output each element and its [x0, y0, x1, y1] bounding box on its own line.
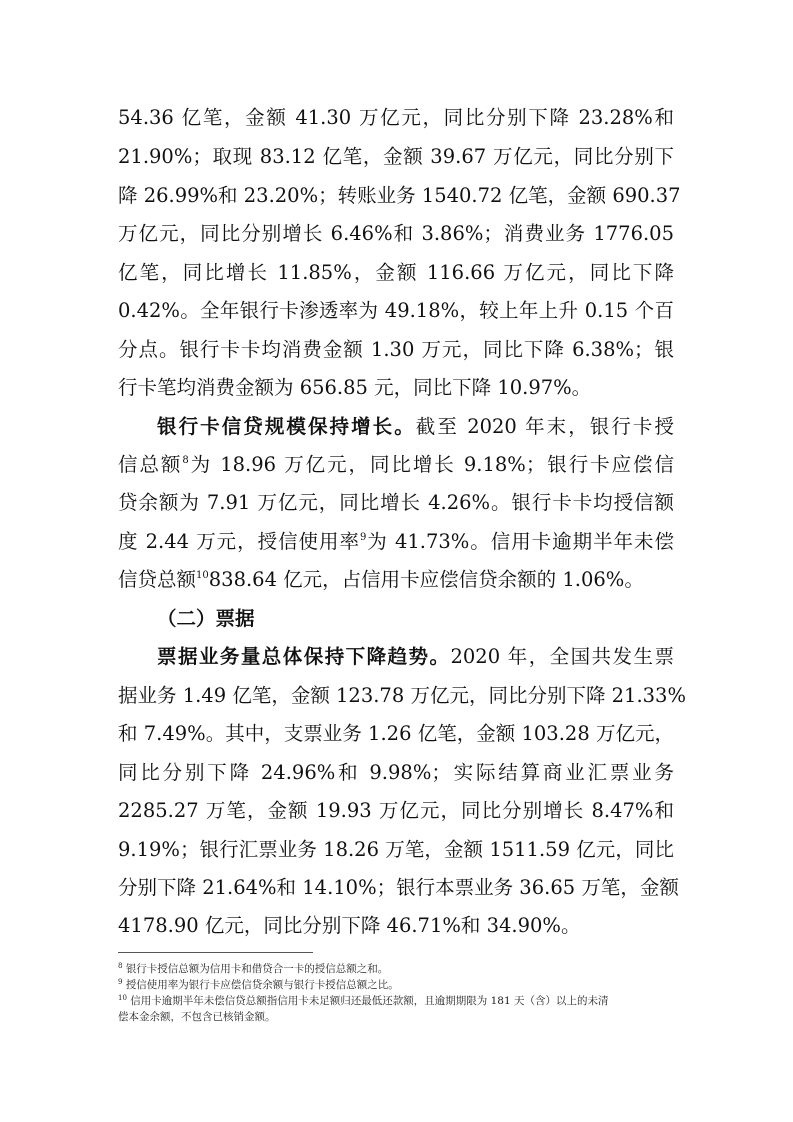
- text-line: 9.19%；银行汇票业务 18.26 万笔，金额 1511.59 亿元，同比: [118, 838, 674, 861]
- text-line: 据业务 1.49 亿笔，金额 123.78 万亿元，同比分别下降 21.33%: [118, 684, 686, 707]
- footnote-ref: 10: [196, 570, 209, 581]
- text-line: 2285.27 万笔，金额 19.93 万亿元，同比分别增长 8.47%和: [118, 799, 674, 822]
- footnote-separator: [118, 952, 313, 953]
- text-run: 838.64 亿元，占信用卡应偿信贷余额的 1.06%。: [208, 568, 644, 591]
- paragraph-lead: 银行卡信贷规模保持增长。: [157, 415, 416, 438]
- text-run: 截至 2020 年末，银行卡授: [415, 415, 674, 438]
- paragraph-lead-line: [157, 645, 674, 669]
- text-line: 行卡笔均消费金额为 656.85 元，同比下降 10.97%。: [118, 376, 592, 399]
- footnote: [118, 978, 678, 992]
- text-line: 贷余额为 7.91 万亿元，同比增长 4.26%。银行卡卡均授信额: [118, 491, 674, 514]
- paragraph-lead-line: [157, 415, 674, 439]
- text-line: 4178.90 亿元，同比分别下降 46.71%和 34.90%。: [118, 914, 581, 937]
- text-line: 同比分别下降 24.96%和 9.98%；实际结算商业汇票业务: [118, 761, 674, 784]
- text-line: 21.90%；取现 83.12 亿笔，金额 39.67 万亿元，同比分别下: [118, 145, 674, 168]
- footnote: [118, 962, 678, 976]
- section-heading: （二）票据: [157, 607, 255, 630]
- text-line: 亿笔，同比增长 11.85%，金额 116.66 万亿元，同比下降: [118, 261, 674, 284]
- footnote: [118, 994, 678, 1008]
- text-run: 为 18.96 万亿元，同比增长 9.18%；银行卡应偿信: [188, 453, 674, 476]
- text-line: [118, 530, 674, 554]
- footnote-text: 授信使用率为银行卡应偿信贷余额与银行卡授信总额之比。: [125, 979, 399, 991]
- footnote-number: 10: [118, 994, 127, 1002]
- footnote-text: 银行卡授信总额为信用卡和借贷合一卡的授信总额之和。: [125, 963, 389, 975]
- paragraph-lead: 票据业务量总体保持下降趋势。: [157, 645, 451, 668]
- text-line: 和 7.49%。其中，支票业务 1.26 亿笔，金额 103.28 万亿元，: [118, 722, 674, 745]
- text-run: 为 41.73%。信用卡逾期半年未偿: [366, 530, 674, 553]
- footnote-number: 9: [118, 978, 123, 986]
- footnote-ref: 9: [359, 532, 367, 543]
- footnote-number: 8: [118, 962, 123, 970]
- text-line: 54.36 亿笔，金额 41.30 万亿元，同比分别下降 23.28%和: [118, 106, 674, 129]
- text-run: 度 2.44 万元，授信使用率: [118, 530, 360, 553]
- text-line: [118, 453, 674, 477]
- text-run: 信总额: [118, 453, 183, 476]
- footnote-continuation: [118, 1010, 678, 1024]
- text-line: 降 26.99%和 23.20%；转账业务 1540.72 亿笔，金额 690.37: [118, 184, 681, 207]
- text-line: 0.42%。全年银行卡渗透率为 49.18%，较上年上升 0.15 个百: [118, 299, 674, 322]
- text-line: 万亿元，同比分别增长 6.46%和 3.86%；消费业务 1776.05: [118, 222, 674, 245]
- footnote-text: 偿本金余额，不包含已核销金额。: [118, 1011, 276, 1023]
- footnote-text: 信用卡逾期半年未偿信贷总额指信用卡未足额归还最低还款额，且逾期期限为 181 天（含）以上的未清: [130, 995, 609, 1007]
- text-line: 分别下降 21.64%和 14.10%；银行本票业务 36.65 万笔，金额: [118, 876, 679, 899]
- text-line: 分点。银行卡卡均消费金额 1.30 万元，同比下降 6.38%；银: [118, 338, 674, 361]
- text-run: 信贷总额: [118, 568, 197, 591]
- text-run: 2020 年，全国共发生票: [450, 645, 674, 668]
- footnote-ref: 8: [182, 455, 189, 466]
- text-line: [118, 568, 674, 592]
